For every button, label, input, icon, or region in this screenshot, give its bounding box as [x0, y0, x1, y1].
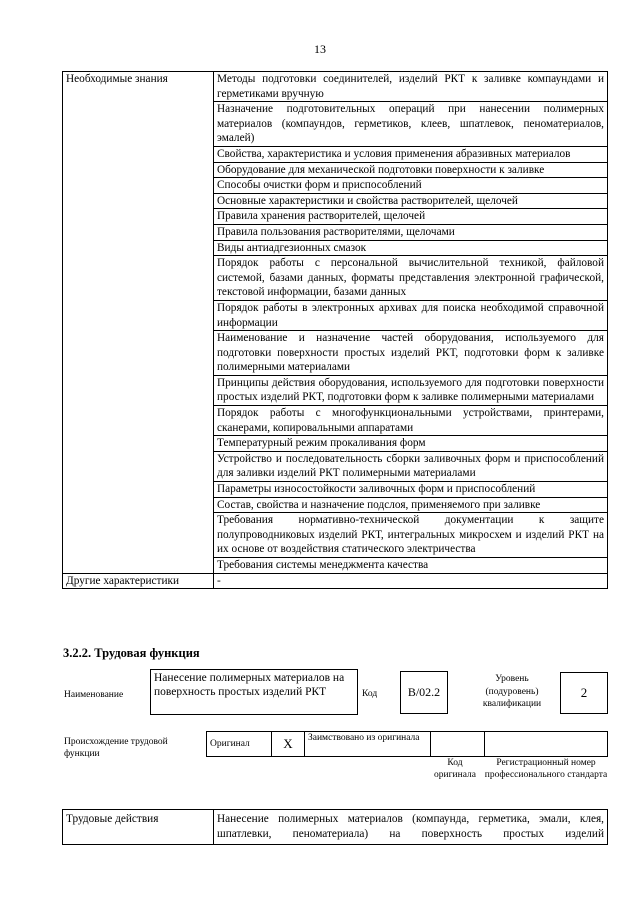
page-number: 13 — [314, 42, 326, 56]
page-bottom-margin — [0, 846, 640, 905]
function-code-box: B/02.2 — [400, 671, 448, 714]
code-original-caption: Код оригинала — [434, 758, 476, 780]
knowledge-item: Принципы действия оборудования, используемого для подготовки поверхности простых изделий РКТ, подготовки форм к заливке полимерными материалами — [214, 375, 608, 405]
name-label: Наименование — [64, 690, 124, 700]
knowledge-item: Свойства, характеристика и условия применения абразивных материалов — [214, 146, 608, 162]
original-cell: Оригинал — [207, 732, 272, 756]
borrowed-cell: Заимствовано из оригинала — [305, 732, 431, 756]
knowledge-item: Правила хранения растворителей, щелочей — [214, 209, 608, 225]
knowledge-item: Методы подготовки соединителей, изделий РКТ к заливке компаундами и герметиками вручную — [214, 72, 608, 102]
other-characteristics-value: - — [214, 573, 608, 589]
knowledge-item: Основные характеристики и свойства растворителей, щелочей — [214, 193, 608, 209]
knowledge-item: Оборудование для механической подготовки поверхности к заливке — [214, 162, 608, 178]
function-name-box: Нанесение полимерных материалов на поверхность простых изделий РКТ — [150, 669, 358, 715]
level-box: 2 — [560, 672, 608, 714]
level-label: Уровень (подуровень) квалификации — [482, 674, 542, 709]
origin-row — [206, 731, 608, 757]
knowledge-item: Порядок работы с персональной вычислительной техникой, файловой системой, базами данных, форматы представления электронной графической, текстовой информации, базами данных — [214, 256, 608, 301]
registration-number-cell — [485, 732, 607, 756]
origin-code-cell — [431, 732, 485, 756]
knowledge-item: Состав, свойства и назначение подслоя, применяемого при заливке — [214, 497, 608, 513]
knowledge-item: Виды антиадгезионных смазок — [214, 240, 608, 256]
knowledge-item: Способы очистки форм и приспособлений — [214, 178, 608, 194]
knowledge-item: Правила пользования растворителями, щелочами — [214, 224, 608, 240]
knowledge-item: Устройство и последовательность сборки заливочных форм и приспособлений для заливки изделий РКТ полимерными материалами — [214, 451, 608, 481]
action-item: Нанесение полимерных материалов (компаунда, герметика, эмали, клея, шпатлевки, пеноматериала) на поверхность простых изделий — [214, 810, 608, 845]
actions-label: Трудовые действия — [63, 810, 214, 845]
origin-label: Происхождение трудовой функции — [64, 737, 168, 759]
knowledge-item: Параметры износостойкости заливочных форм и приспособлений — [214, 482, 608, 498]
code-label: Код — [362, 689, 378, 699]
knowledge-item: Требования нормативно-технической документации к защите полупроводниковых изделий РКТ, интегральных микросхем и изделий РКТ на их основе от воздействия статического электричества — [214, 513, 608, 558]
registration-number-caption: Регистрационный номер профессионального стандарта — [484, 758, 608, 780]
table-row — [63, 72, 608, 102]
table-row — [63, 810, 608, 845]
knowledge-table — [62, 71, 608, 589]
table-row — [63, 573, 608, 589]
knowledge-item: Порядок работы в электронных архивах для поиска необходимой справочной информации — [214, 300, 608, 330]
knowledge-item: Требования системы менеджмента качества — [214, 558, 608, 574]
section-title: 3.2.2. Трудовая функция — [63, 646, 200, 660]
knowledge-item: Порядок работы с многофункциональными устройствами, принтерами, сканерами, копировальными аппаратами — [214, 406, 608, 436]
actions-table — [62, 809, 608, 845]
knowledge-item: Наименование и назначение частей оборудования, используемого для подготовки поверхности простых изделий РКТ, подготовки форм к заливке полимерными материалами — [214, 331, 608, 376]
knowledge-label: Необходимые знания — [63, 72, 214, 574]
knowledge-item: Назначение подготовительных операций при нанесении полимерных материалов (компаундов, герметиков, клеев, шпатлевок, пеноматериалов, эмалей) — [214, 102, 608, 147]
original-mark: X — [272, 732, 305, 756]
knowledge-item: Температурный режим прокаливания форм — [214, 436, 608, 452]
other-characteristics-label: Другие характеристики — [63, 573, 214, 589]
